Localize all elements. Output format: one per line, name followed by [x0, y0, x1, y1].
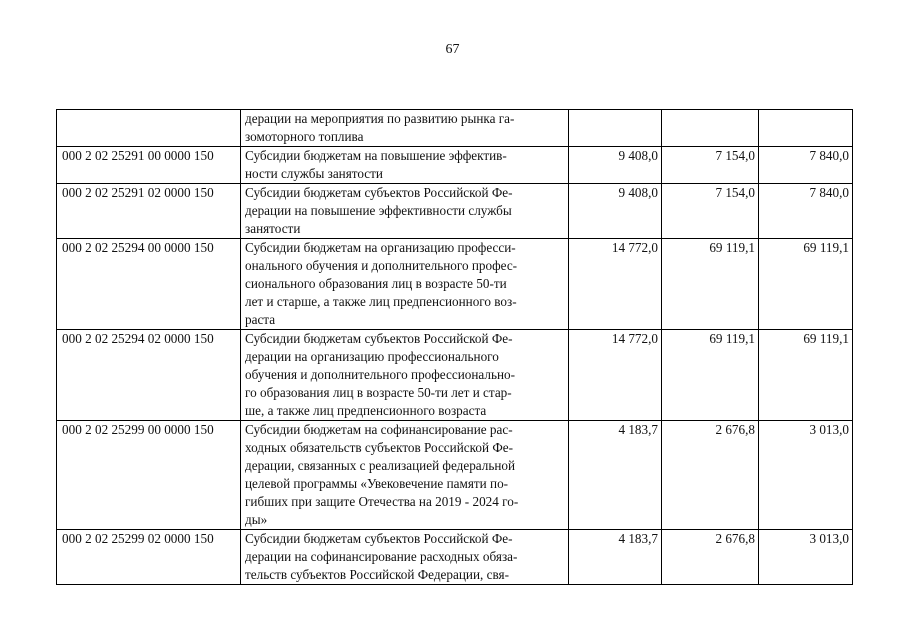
amount-cell-year-1: 14 772,0 — [569, 239, 662, 330]
description-line: Субсидии бюджетам на повышение эффектив- — [245, 148, 507, 163]
amount-cell-year-3: 3 013,0 — [759, 421, 853, 530]
description-line: Субсидии бюджетам субъектов Российской Фе- — [245, 185, 513, 200]
amount-cell-year-3: 7 840,0 — [759, 147, 853, 184]
budget-code-cell: 000 2 02 25294 02 0000 150 — [57, 330, 241, 421]
amount-cell-year-3 — [759, 110, 853, 147]
budget-revenue-table — [56, 109, 853, 585]
page-number: 67 — [445, 42, 460, 57]
description-cell — [241, 239, 569, 330]
amount-cell-year-3: 3 013,0 — [759, 530, 853, 585]
description-line: лет и старше, а также лиц предпенсионного воз- — [245, 294, 517, 309]
description-line: дерации, связанных с реализацией федеральной — [245, 458, 516, 473]
description-line: ше, а также лиц предпенсионного возраста — [245, 403, 487, 418]
amount-cell-year-2: 7 154,0 — [662, 184, 759, 239]
amount-cell-year-2: 7 154,0 — [662, 147, 759, 184]
amount-cell-year-1: 9 408,0 — [569, 184, 662, 239]
description-line: Субсидии бюджетам на софинансирование рас- — [245, 422, 513, 437]
amount-cell-year-2: 2 676,8 — [662, 421, 759, 530]
budget-code-cell: 000 2 02 25294 00 0000 150 — [57, 239, 241, 330]
description-cell — [241, 421, 569, 530]
amount-cell-year-1: 4 183,7 — [569, 421, 662, 530]
description-line: Субсидии бюджетам субъектов Российской Фе- — [245, 531, 513, 546]
description-line: дерации на софинансирование расходных обяза- — [245, 549, 518, 564]
description-line: раста — [245, 312, 276, 327]
table-row — [57, 184, 853, 239]
amount-cell-year-3: 7 840,0 — [759, 184, 853, 239]
amount-cell-year-1: 9 408,0 — [569, 147, 662, 184]
description-cell — [241, 330, 569, 421]
amount-cell-year-2 — [662, 110, 759, 147]
budget-code-cell: 000 2 02 25299 02 0000 150 — [57, 530, 241, 585]
amount-cell-year-1 — [569, 110, 662, 147]
description-line: дерации на мероприятия по развитию рынка га- — [245, 111, 515, 126]
budget-code-cell: 000 2 02 25291 02 0000 150 — [57, 184, 241, 239]
description-line: зомоторного топлива — [245, 129, 364, 144]
table-row — [57, 239, 853, 330]
description-line: дерации на повышение эффективности службы — [245, 203, 512, 218]
amount-cell-year-2: 2 676,8 — [662, 530, 759, 585]
description-line: ности службы занятости — [245, 166, 383, 181]
description-line: онального обучения и дополнительного профес- — [245, 258, 518, 273]
amount-cell-year-2: 69 119,1 — [662, 330, 759, 421]
description-line: ды» — [245, 512, 268, 527]
budget-code-cell: 000 2 02 25291 00 0000 150 — [57, 147, 241, 184]
description-line: дерации на организацию профессионального — [245, 349, 499, 364]
description-line: ходных обязательств субъектов Российской Фе- — [245, 440, 513, 455]
description-cell — [241, 530, 569, 585]
description-cell — [241, 147, 569, 184]
budget-code-cell — [57, 110, 241, 147]
table-row — [57, 110, 853, 147]
description-line: го образования лиц в возрасте 50-ти лет и стар- — [245, 385, 512, 400]
description-line: гибших при защите Отечества на 2019 - 2024 го- — [245, 494, 519, 509]
amount-cell-year-1: 14 772,0 — [569, 330, 662, 421]
description-line: Субсидии бюджетам на организацию професси- — [245, 240, 516, 255]
description-line: сионального образования лиц в возрасте 50-ти — [245, 276, 507, 291]
amount-cell-year-1: 4 183,7 — [569, 530, 662, 585]
description-line: целевой программы «Увековечение памяти по- — [245, 476, 509, 491]
description-line: обучения и дополнительного профессионально- — [245, 367, 516, 382]
table-row — [57, 421, 853, 530]
budget-code-cell: 000 2 02 25299 00 0000 150 — [57, 421, 241, 530]
amount-cell-year-3: 69 119,1 — [759, 330, 853, 421]
amount-cell-year-2: 69 119,1 — [662, 239, 759, 330]
table-body — [57, 110, 853, 585]
description-line: занятости — [245, 221, 301, 236]
description-line: Субсидии бюджетам субъектов Российской Фе- — [245, 331, 513, 346]
description-cell — [241, 184, 569, 239]
table-row — [57, 147, 853, 184]
description-cell — [241, 110, 569, 147]
amount-cell-year-3: 69 119,1 — [759, 239, 853, 330]
description-line: тельств субъектов Российской Федерации, свя- — [245, 567, 509, 582]
table-row — [57, 330, 853, 421]
table-row — [57, 530, 853, 585]
